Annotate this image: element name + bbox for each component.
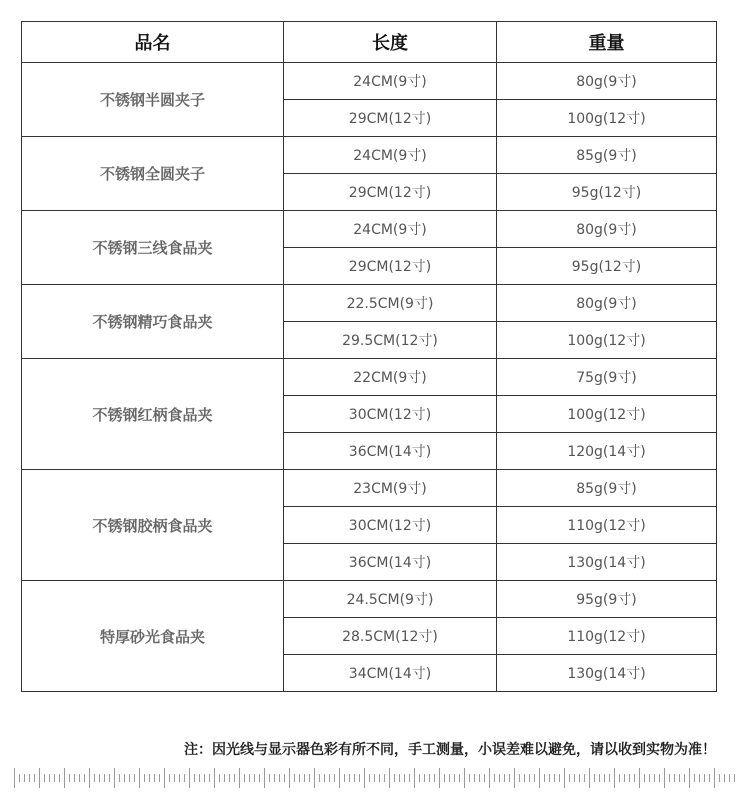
weight-cell: 110g(12寸)	[497, 507, 717, 544]
weight-cell: 100g(12寸)	[497, 396, 717, 433]
weight-cell: 130g(14寸)	[497, 544, 717, 581]
length-cell: 28.5CM(12寸)	[284, 618, 497, 655]
weight-cell: 95g(12寸)	[497, 174, 717, 211]
product-name: 不锈钢半圆夹子	[22, 63, 284, 137]
length-cell: 30CM(12寸)	[284, 396, 497, 433]
length-cell: 29CM(12寸)	[284, 174, 497, 211]
length-cell: 30CM(12寸)	[284, 507, 497, 544]
length-cell: 24CM(9寸)	[284, 137, 497, 174]
weight-cell: 95g(9寸)	[497, 581, 717, 618]
table-row	[22, 137, 717, 174]
product-name: 不锈钢精巧食品夹	[22, 285, 284, 359]
weight-cell: 85g(9寸)	[497, 470, 717, 507]
table-row	[22, 470, 717, 507]
weight-cell: 80g(9寸)	[497, 285, 717, 322]
length-cell: 29CM(12寸)	[284, 100, 497, 137]
length-cell: 36CM(14寸)	[284, 544, 497, 581]
table-header-row	[22, 22, 717, 63]
weight-cell: 130g(14寸)	[497, 655, 717, 692]
length-cell: 36CM(14寸)	[284, 433, 497, 470]
table-row	[22, 359, 717, 396]
table-row	[22, 285, 717, 322]
table-row	[22, 581, 717, 618]
product-name: 不锈钢红柄食品夹	[22, 359, 284, 470]
length-cell: 24CM(9寸)	[284, 63, 497, 100]
weight-cell: 80g(9寸)	[497, 63, 717, 100]
weight-cell: 75g(9寸)	[497, 359, 717, 396]
product-name: 不锈钢全圆夹子	[22, 137, 284, 211]
length-cell: 34CM(14寸)	[284, 655, 497, 692]
disclaimer-note: 注：因光线与显示器色彩有所不同，手工测量，小误差难以避免，请以收到实物为准！	[184, 742, 716, 758]
length-cell: 29.5CM(12寸)	[284, 322, 497, 359]
weight-cell: 120g(14寸)	[497, 433, 717, 470]
header-weight: 重量	[497, 22, 717, 63]
product-name: 不锈钢胶柄食品夹	[22, 470, 284, 581]
weight-cell: 100g(12寸)	[497, 322, 717, 359]
weight-cell: 100g(12寸)	[497, 100, 717, 137]
length-cell: 29CM(12寸)	[284, 248, 497, 285]
length-cell: 23CM(9寸)	[284, 470, 497, 507]
length-cell: 22CM(9寸)	[284, 359, 497, 396]
weight-cell: 80g(9寸)	[497, 211, 717, 248]
length-cell: 24CM(9寸)	[284, 211, 497, 248]
product-name: 特厚砂光食品夹	[22, 581, 284, 692]
length-cell: 22.5CM(9寸)	[284, 285, 497, 322]
weight-cell: 110g(12寸)	[497, 618, 717, 655]
weight-cell: 95g(12寸)	[497, 248, 717, 285]
table-row	[22, 211, 717, 248]
product-spec-table	[21, 21, 717, 692]
weight-cell: 85g(9寸)	[497, 137, 717, 174]
length-cell: 24.5CM(9寸)	[284, 581, 497, 618]
header-name: 品名	[22, 22, 284, 63]
table-row	[22, 63, 717, 100]
ruler-icon	[14, 768, 736, 788]
header-length: 长度	[284, 22, 497, 63]
product-name: 不锈钢三线食品夹	[22, 211, 284, 285]
